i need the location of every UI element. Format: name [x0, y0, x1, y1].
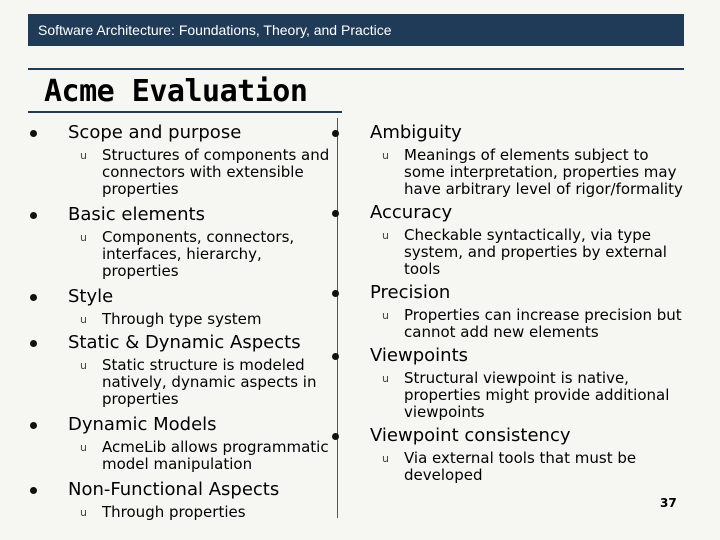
bullet-item — [332, 122, 684, 198]
sub-bullet-text: Meanings of elements subject to some interpretation, properties may have arbitrary level of rigor/formality — [404, 146, 683, 198]
sub-bullet-item — [80, 439, 336, 473]
bullet-dot-icon — [30, 422, 37, 429]
title-underline — [28, 111, 342, 113]
bullet-label: Style — [68, 286, 114, 307]
sub-bullet-text: Through type system — [102, 310, 262, 328]
bullet-item — [332, 282, 684, 341]
sub-bullet-marker-icon: u — [80, 506, 87, 519]
sub-bullet-item — [80, 504, 336, 521]
course-title: Software Architecture: Foundations, Theory, and Practice — [38, 22, 392, 38]
sub-bullet-item — [80, 311, 336, 328]
sub-bullet-item — [80, 357, 336, 408]
bullet-label: Scope and purpose — [68, 122, 242, 143]
bullet-dot-icon — [332, 130, 339, 137]
sub-bullet-text: Structural viewpoint is native, properties might provide additional viewpoints — [404, 369, 670, 421]
sub-bullet-item — [382, 227, 684, 278]
sub-bullet-marker-icon: u — [80, 359, 87, 372]
sub-bullet-text: Components, connectors, interfaces, hierarchy, properties — [102, 228, 295, 280]
sub-bullet-marker-icon: u — [80, 441, 87, 454]
sub-bullet-item — [80, 147, 336, 198]
right-column — [332, 120, 684, 484]
bullet-dot-icon — [30, 294, 37, 301]
page-number: 37 — [660, 496, 677, 510]
bullet-label: Ambiguity — [370, 122, 462, 143]
bullet-label: Static & Dynamic Aspects — [68, 332, 301, 353]
bullet-label: Non-Functional Aspects — [68, 479, 280, 500]
sub-bullet-marker-icon: u — [382, 149, 389, 162]
sub-bullet-item — [382, 307, 684, 341]
bullet-label: Dynamic Models — [68, 414, 217, 435]
bullet-dot-icon — [30, 487, 37, 494]
bullet-item — [332, 345, 684, 421]
bullet-item — [30, 332, 336, 408]
bullet-label: Viewpoints — [370, 345, 468, 366]
bullet-dot-icon — [30, 130, 37, 137]
slide-title: Acme Evaluation — [44, 74, 308, 109]
sub-bullet-item — [80, 229, 336, 280]
sub-bullet-marker-icon: u — [382, 309, 389, 322]
bullet-item — [30, 204, 336, 280]
bullet-item — [332, 202, 684, 278]
title-top-rule — [28, 68, 684, 70]
bullet-dot-icon — [332, 353, 339, 360]
bullet-item — [30, 479, 336, 521]
sub-bullet-text: Via external tools that must be developed — [404, 449, 637, 484]
bullet-item — [30, 414, 336, 473]
bullet-item — [332, 425, 684, 484]
header-bar — [28, 14, 684, 46]
bullet-dot-icon — [332, 290, 339, 297]
sub-bullet-marker-icon: u — [382, 452, 389, 465]
sub-bullet-marker-icon: u — [382, 372, 389, 385]
bullet-label: Accuracy — [370, 202, 453, 223]
sub-bullet-item — [382, 450, 684, 484]
sub-bullet-item — [382, 370, 684, 421]
bullet-label: Basic elements — [68, 204, 205, 225]
bullet-label: Precision — [370, 282, 451, 303]
bullet-label: Viewpoint consistency — [370, 425, 571, 446]
sub-bullet-item — [382, 147, 684, 198]
sub-bullet-text: Structures of components and connectors with extensible properties — [102, 146, 330, 198]
bullet-item — [30, 286, 336, 328]
bullet-dot-icon — [30, 212, 37, 219]
sub-bullet-marker-icon: u — [382, 229, 389, 242]
sub-bullet-text: Properties can increase precision but cannot add new elements — [404, 306, 682, 341]
left-column — [30, 120, 336, 521]
sub-bullet-text: Static structure is modeled natively, dynamic aspects in properties — [102, 356, 317, 408]
sub-bullet-marker-icon: u — [80, 231, 87, 244]
sub-bullet-text: Checkable syntactically, via type system, and properties by external tools — [404, 226, 667, 278]
sub-bullet-text: AcmeLib allows programmatic model manipulation — [102, 438, 329, 473]
bullet-dot-icon — [30, 340, 37, 347]
bullet-dot-icon — [332, 433, 339, 440]
sub-bullet-marker-icon: u — [80, 313, 87, 326]
sub-bullet-marker-icon: u — [80, 149, 87, 162]
bullet-dot-icon — [332, 210, 339, 217]
bullet-item — [30, 122, 336, 198]
sub-bullet-text: Through properties — [102, 503, 246, 521]
